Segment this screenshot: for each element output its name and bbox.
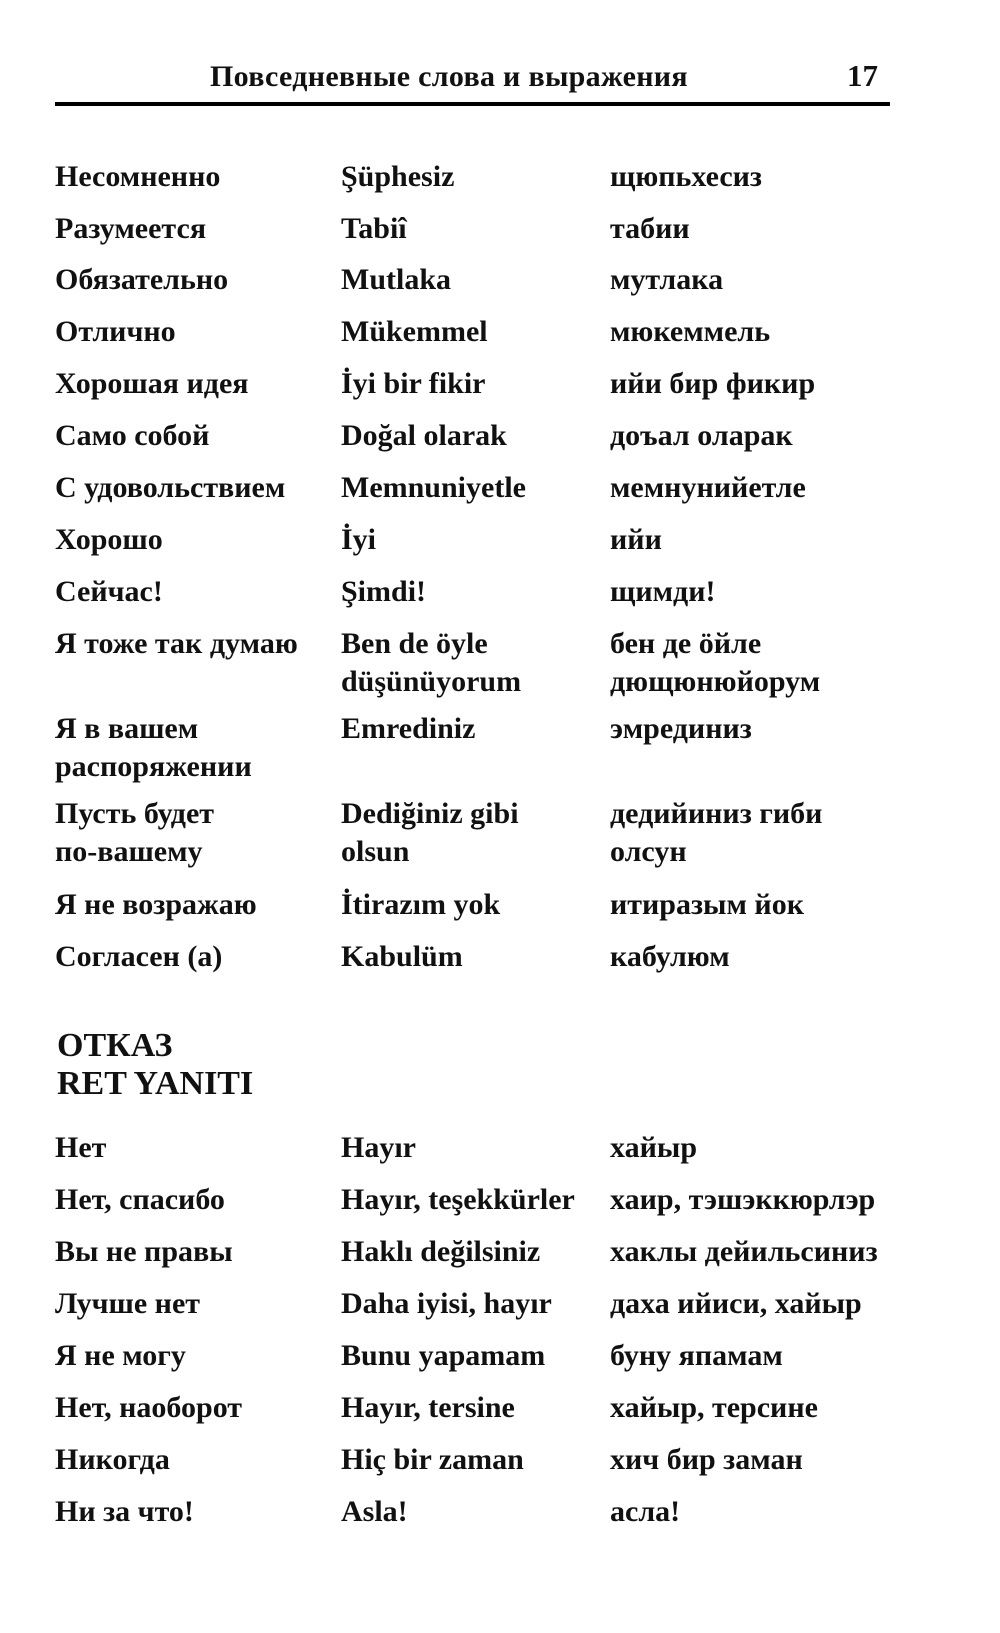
russian-phrase: Ни за что! bbox=[55, 1495, 194, 1528]
transcription: ийи бир фикир bbox=[610, 367, 816, 400]
phrase-row bbox=[55, 417, 955, 469]
running-title: Повседневные слова и выражения bbox=[210, 60, 688, 93]
turkish-phrase: Şüphesiz bbox=[341, 160, 455, 193]
page-number: 17 bbox=[847, 58, 878, 93]
section-heading bbox=[57, 1027, 253, 1103]
transcription: дедийиниз гиби олсун bbox=[610, 797, 823, 868]
page-header bbox=[55, 48, 890, 106]
phrase-row bbox=[55, 938, 955, 990]
phrase-row bbox=[55, 1285, 955, 1337]
turkish-phrase: Daha iyisi, hayır bbox=[341, 1287, 552, 1320]
russian-phrase: Пусть будет по-вашему bbox=[55, 797, 215, 868]
russian-phrase: Вы не правы bbox=[55, 1235, 233, 1268]
phrase-table-agreement bbox=[55, 158, 955, 990]
turkish-phrase: Memnuniyetle bbox=[341, 471, 526, 504]
turkish-phrase: Ben de öyle düşünüyorum bbox=[341, 627, 522, 698]
turkish-phrase: İyi bbox=[341, 523, 377, 556]
transcription: хайыр bbox=[610, 1131, 697, 1164]
transcription: мюкеммель bbox=[610, 315, 771, 348]
transcription: щимди! bbox=[610, 575, 716, 608]
turkish-phrase: Hayır, teşekkürler bbox=[341, 1183, 575, 1216]
russian-phrase: Обязательно bbox=[55, 263, 229, 296]
phrase-row bbox=[55, 710, 955, 795]
turkish-phrase: Asla! bbox=[341, 1495, 408, 1528]
transcription: щюпьхесиз bbox=[610, 160, 762, 193]
turkish-phrase: Mükemmel bbox=[341, 315, 488, 348]
phrase-row bbox=[55, 365, 955, 417]
russian-phrase: Нет, наоборот bbox=[55, 1391, 243, 1424]
turkish-phrase: Kabulüm bbox=[341, 940, 463, 973]
russian-phrase: Я не возражаю bbox=[55, 888, 257, 921]
turkish-phrase: Tabiî bbox=[341, 212, 407, 245]
phrase-row bbox=[55, 886, 955, 938]
turkish-phrase: Mutlaka bbox=[341, 263, 452, 296]
transcription: мутлака bbox=[610, 263, 724, 296]
phrase-row bbox=[55, 1337, 955, 1389]
transcription: асла! bbox=[610, 1495, 681, 1528]
transcription: эмрединиз bbox=[610, 712, 752, 745]
turkish-phrase: Şimdi! bbox=[341, 575, 427, 608]
turkish-phrase: Dediğiniz gibi olsun bbox=[341, 797, 519, 868]
transcription: мемнунийетле bbox=[610, 471, 806, 504]
phrase-row bbox=[55, 1493, 955, 1545]
russian-phrase: Согласен (а) bbox=[55, 940, 223, 973]
transcription: хаклы дейильсиниз bbox=[610, 1235, 878, 1268]
turkish-phrase: Haklı değilsiniz bbox=[341, 1235, 541, 1268]
section-title-russian: ОТКАЗ bbox=[57, 1027, 173, 1064]
phrase-row bbox=[55, 469, 955, 521]
turkish-phrase: Hayır, tersine bbox=[341, 1391, 515, 1424]
phrase-row bbox=[55, 313, 955, 365]
phrase-row bbox=[55, 1181, 955, 1233]
transcription: итиразым йок bbox=[610, 888, 804, 921]
russian-phrase: С удовольствием bbox=[55, 471, 286, 504]
transcription: табии bbox=[610, 212, 690, 245]
phrase-row bbox=[55, 521, 955, 573]
phrase-row bbox=[55, 158, 955, 210]
turkish-phrase: Doğal olarak bbox=[341, 419, 507, 452]
turkish-phrase: Bunu yapamam bbox=[341, 1339, 546, 1372]
phrase-row bbox=[55, 1129, 955, 1181]
transcription: хич бир заман bbox=[610, 1443, 803, 1476]
transcription: кабулюм bbox=[610, 940, 730, 973]
turkish-phrase: İyi bir fikir bbox=[341, 367, 486, 400]
turkish-phrase: Hiç bir zaman bbox=[341, 1443, 524, 1476]
russian-phrase: Хорошая идея bbox=[55, 367, 249, 400]
transcription: даха ийиси, хайыр bbox=[610, 1287, 862, 1320]
section-title-turkish: RET YANITI bbox=[57, 1065, 254, 1102]
turkish-phrase: Emrediniz bbox=[341, 712, 476, 745]
phrase-row bbox=[55, 795, 955, 886]
russian-phrase: Никогда bbox=[55, 1443, 170, 1476]
russian-phrase: Нет, спасибо bbox=[55, 1183, 225, 1216]
russian-phrase: Нет bbox=[55, 1131, 107, 1164]
russian-phrase: Сейчас! bbox=[55, 575, 163, 608]
russian-phrase: Я не могу bbox=[55, 1339, 186, 1372]
russian-phrase: Само собой bbox=[55, 419, 210, 452]
phrase-row bbox=[55, 573, 955, 625]
transcription: бен де öйле дющюнюйорум bbox=[610, 627, 821, 698]
phrase-row bbox=[55, 1389, 955, 1441]
russian-phrase: Разумеется bbox=[55, 212, 207, 245]
transcription: буну япамам bbox=[610, 1339, 783, 1372]
russian-phrase: Хорошо bbox=[55, 523, 163, 556]
transcription: доъал оларак bbox=[610, 419, 793, 452]
phrase-row bbox=[55, 1233, 955, 1285]
russian-phrase: Несомненно bbox=[55, 160, 221, 193]
turkish-phrase: İtirazım yok bbox=[341, 888, 501, 921]
phrase-row bbox=[55, 210, 955, 261]
russian-phrase: Отлично bbox=[55, 315, 176, 348]
phrase-table-refusal bbox=[55, 1129, 955, 1545]
russian-phrase: Я в вашем распоряжении bbox=[55, 712, 252, 783]
turkish-phrase: Hayır bbox=[341, 1131, 416, 1164]
phrase-row bbox=[55, 1441, 955, 1493]
phrase-row bbox=[55, 625, 955, 710]
transcription: ийи bbox=[610, 523, 662, 556]
transcription: хайыр, терсине bbox=[610, 1391, 818, 1424]
russian-phrase: Лучше нет bbox=[55, 1287, 201, 1320]
transcription: хаир, тэшэккюрлэр bbox=[610, 1183, 876, 1216]
phrase-row bbox=[55, 261, 955, 313]
russian-phrase: Я тоже так думаю bbox=[55, 627, 298, 660]
